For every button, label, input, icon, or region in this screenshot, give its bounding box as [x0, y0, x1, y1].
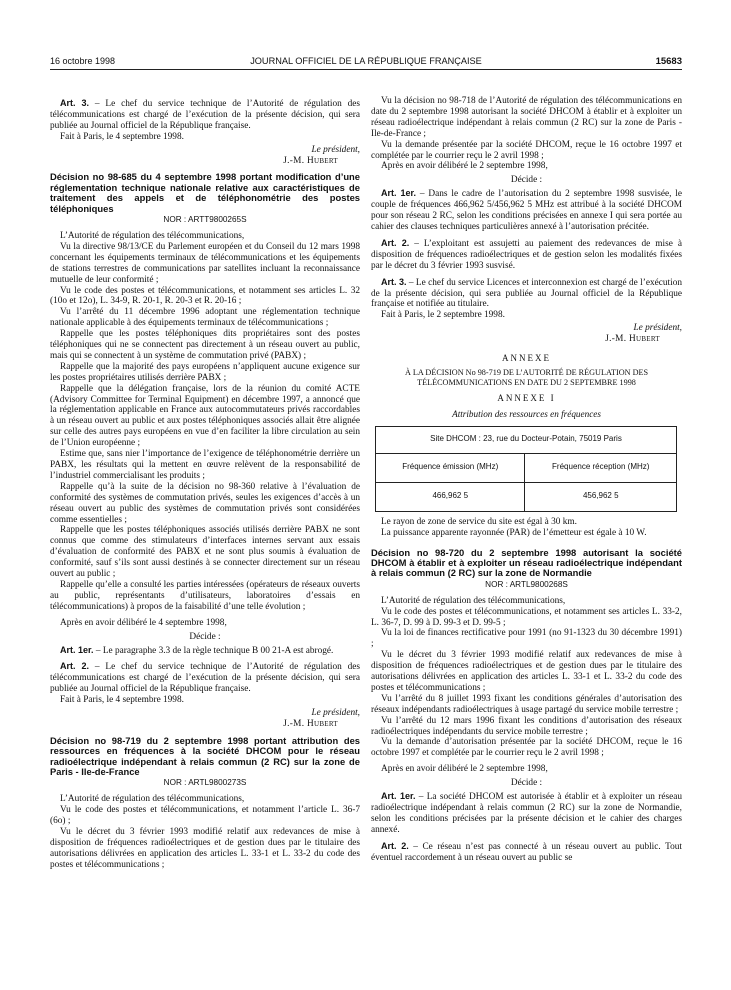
- article-text: – Dans le cadre de l’autorisation du 2 septembre 1998 susvisée, le couple de fréquences 466,962 5/456,962 5 MHz est attribué à la société DHCOM pour son réseau 2 RC, selon les conditions précisées en annexe I qui sera portée au cahier des clauses techniques particulières annexé à l’autorisation précitée.: [371, 189, 682, 232]
- frequency-table: [375, 426, 677, 512]
- puissance-text: La puissance apparente rayonnée (PAR) de l’émetteur est égale à 10 W.: [381, 527, 647, 538]
- annexe-1-heading: ANNEXE I: [497, 392, 556, 403]
- article-label: Art. 2.: [381, 237, 410, 248]
- signature-role: Le président,: [633, 323, 682, 334]
- header-date: 16 octobre 1998: [50, 56, 116, 66]
- article-2: [371, 238, 682, 272]
- page-header: [50, 56, 682, 70]
- decision-719-title: Décision no 98-719 du 2 septembre 1998 portant attribution des ressources en fréquences à la société DHCOM pour le réseau radioélectrique indépendant à relais commun (2 RC) sur la zone de Paris - Ile-de-France: [50, 734, 360, 778]
- signature-name: J.-M. Hubert: [605, 334, 660, 345]
- article-text: – Le chef du service technique de l’Autorité de régulation des télécommunications est chargé de l’exécution de la présente décision, qui sera publiée au Journal officiel de la République française.: [50, 99, 360, 131]
- article-label: Art. 1er.: [381, 791, 416, 802]
- signature-name: J.-M. Hubert: [283, 155, 338, 166]
- decision-685-title: Décision no 98-685 du 4 septembre 1998 portant modification d’une réglementation technique nationale relative aux caractéristiques de traitement des appels et de téléphonométrie des postes téléphoniques: [50, 171, 360, 214]
- paragraph: Vu la directive 98/13/CE du Parlement européen et du Conseil du 12 mars 1998 concernant les équipements terminaux de télécommunications et les équipements de stations terrestres de communications par satellites incluant la reconnaissance mutuelle de leur conformité ;: [50, 241, 360, 285]
- annexe-title: Attribution des ressources en fréquences: [452, 408, 601, 419]
- paragraph: Vu l’arrêté du 11 décembre 1996 adoptant une réglementation technique nationale applicable à des équipements terminaux de télécommunications ;: [50, 307, 360, 329]
- paragraph: Vu la décision no 98-718 de l’Autorité de régulation des télécommunications en date du 2 septembre 1998 autorisant la société DHCOM à établir et à exploiter un réseau radioélectrique indépendant à relais commun (2 RC) sur la zone de Paris - Ile-de-France ;: [371, 96, 682, 139]
- header-rule: [50, 69, 682, 70]
- signature-name: J.-M. Hubert: [283, 718, 338, 729]
- paragraph: Après en avoir délibéré le 2 septembre 1998,: [381, 764, 548, 775]
- article-text: – Le chef du service technique de l’Autorité de régulation des télécommunications est chargé de l’exécution de la présente décision, qui sera publiée au Journal officiel de la République française.: [50, 662, 360, 695]
- article-text: – L’exploitant est assujetti au paiement des redevances de mise à disposition de fréquences radioélectriques et de gestion selon les modalités fixées par le décret du 3 février 1993 susvisé.: [371, 238, 682, 271]
- decision-720-nor: NOR : ARTL9800268S: [485, 579, 568, 589]
- article-1: [50, 645, 360, 657]
- paragraph: Vu la loi de finances rectificative pour 1991 (no 91-1323 du 30 décembre 1991) ;: [371, 628, 682, 650]
- rayon-text: Le rayon de zone de service du site est égal à 30 km.: [381, 516, 577, 527]
- paragraph: Rappelle que les postes téléphoniques dits propriétaires sont des postes téléphoniques qui ne se connectent pas directement à un réseau ouvert au public, mais qui se connectent à un système de commutation privé (PABX) ;: [50, 329, 360, 361]
- decision-685-nor: NOR : ARTT9800265S: [163, 215, 247, 225]
- paragraph: Vu le décret du 3 février 1993 modifié relatif aux redevances de mise à disposition de fréquences radioélectriques et de gestion dues par le titulaire des autorisations délivrées en application des articles L. 33-1 et L. 33-2 du code des postes et télécommunications ;: [371, 650, 682, 693]
- article-label: Art. 1er.: [60, 644, 94, 655]
- paragraph: Vu la demande présentée par la société DHCOM, reçue le 16 octobre 1997 et complétée par le courrier reçu le 2 avril 1998 ;: [371, 139, 682, 161]
- article-text: – Le paragraphe 3.3 de la règle technique B 00 21-A est abrogé.: [93, 645, 334, 656]
- article-label: Art. 2.: [60, 661, 90, 672]
- paragraph: Vu l’arrêté du 12 mars 1996 fixant les conditions d’autorisation des réseaux radioélectriques indépendants du service mobile terrestre ;: [371, 715, 682, 737]
- table-header-emission: Fréquence émission (MHz): [376, 453, 525, 482]
- decide-label: Décide :: [510, 778, 543, 789]
- paragraph: L’Autorité de régulation des télécommunications,: [381, 595, 566, 606]
- table-cell-emission: 466,962 5: [376, 482, 525, 511]
- article-text: – La société DHCOM est autorisée à établir et à exploiter un réseau radioélectrique indépendant à relais commun (2 RC) sur la zone de Normandie, selon les conditions précisées par la présente décision et le cahier des charges annexé.: [371, 792, 682, 835]
- paragraph: Rappelle qu’à la suite de la décision no 98-360 relative à l’évaluation de conformité des systèmes de commutation privés, seules les exigences d’accès à un réseau ouvert au public des systèmes de commutation privés sont considérées comme essentielles ;: [50, 481, 360, 525]
- journal-title: JOURNAL OFFICIEL DE LA RÉPUBLIQUE FRANÇAISE: [250, 56, 482, 66]
- article-label: Art. 1er.: [381, 188, 417, 199]
- article-3: [371, 277, 682, 311]
- signature-role: Le président,: [311, 708, 360, 719]
- paragraph: Rappelle que la majorité des pays européens n’appliquent aucune exigence sur les postes propriétaires utilisés derrière PABX ;: [50, 361, 360, 383]
- paragraph: Vu le code des postes et télécommunications, et notamment ses articles L. 32 (10o et 12o), L. 34-9, R. 20-1, R. 20-3 et R. 20-16 ;: [50, 285, 360, 307]
- paragraph: Vu le code des postes et télécommunications, et notamment l’article L. 36-7 (6o) ;: [50, 805, 360, 827]
- left-column: [50, 98, 360, 871]
- article-label: Art. 2.: [381, 840, 409, 851]
- paragraph: Vu le décret du 3 février 1993 modifié relatif aux redevances de mise à disposition de fréquences radioélectriques et de gestion dues par le titulaire des autorisations délivrées en application des articles L. 33-1 et L. 33-2 du code des postes et télécommunications ;: [50, 827, 360, 870]
- paragraph: Vu le code des postes et télécommunications, et notamment ses articles L. 33-2, L. 36-7, D. 99 à D. 99-3 et D. 99-5 ;: [371, 606, 682, 628]
- paragraph: Rappelle qu’elle a consulté les parties intéressées (opérateurs de réseaux ouverts au public, représentants d’utilisateurs, laboratoires d’essais en télécommunications) à propos de la faisabilité d’une telle évolution ;: [50, 579, 360, 612]
- paragraph: Rappelle que la délégation française, lors de la réunion du comité ACTE (Advisory Committee for Terminal Equipment) en décembre 1997, a annoncé que la réglementation applicable en France aux autocommutateurs privés raccordables à un réseau ouvert au public et aux postes téléphoniques associés allait être alignée sur celle des autres pays européens en vue d’en faciliter la libre circulation au sein de l’Union européenne ;: [50, 383, 360, 449]
- fait-a-paris: Fait à Paris, le 4 septembre 1998.: [60, 131, 184, 142]
- decision-719-nor: NOR : ARTL9800273S: [163, 778, 247, 788]
- article-1: [371, 188, 682, 233]
- fait-a-paris: Fait à Paris, le 4 septembre 1998.: [60, 695, 184, 706]
- article-text: – Ce réseau n’est pas connecté à un réseau ouvert au public. Tout éventuel raccordement à un réseau ouvert au public se: [371, 841, 682, 863]
- annexe-subheading: À LA DÉCISION No 98-719 DE L’AUTORITÉ DE RÉGULATION DES TÉLÉCOMMUNICATIONS EN DATE DU 2 SEPTEMBRE 1998: [404, 367, 649, 387]
- paragraph: Vu la demande d’autorisation présentée par la société DHCOM, reçue le 16 octobre 1997 et complétée par le courrier reçu le 2 avril 1998 ;: [371, 737, 682, 759]
- right-column: [371, 96, 682, 864]
- decide-label: Décide :: [189, 631, 221, 642]
- table-cell-reception: 456,962 5: [525, 482, 677, 511]
- annexe-heading: ANNEXE: [502, 353, 551, 364]
- paragraph: Estime que, sans nier l’importance de l’exigence de téléphonométrie derrière un PABX, les résultats qui la mettent en œuvre relèvent de la responsabilité de l’industriel commercialisant les produits ;: [50, 449, 360, 481]
- article-2: [371, 841, 682, 864]
- decision-720-title: Décision no 98-720 du 2 septembre 1998 autorisant la société DHCOM à établir et à exploiter un réseau radioélectrique indépendant à relais commun (2 RC) sur la zone de Normandie: [371, 546, 682, 579]
- fait-a-paris: Fait à Paris, le 2 septembre 1998.: [381, 310, 505, 321]
- article-1: [371, 791, 682, 836]
- article-2: [50, 661, 360, 695]
- article-label: Art. 3.: [381, 276, 407, 287]
- table-site: Site DHCOM : 23, rue du Docteur-Potain, 75019 Paris: [376, 426, 677, 453]
- article-label: Art. 3.: [60, 98, 90, 108]
- paragraph: L’Autorité de régulation des télécommunications,: [60, 230, 245, 241]
- decision-685-body: [50, 231, 360, 629]
- article-text: – Le chef du service Licences et interconnexion est chargé de l’exécution de la présente décision, qui sera publiée au Journal officiel de la République française et notifiée au titulaire.: [371, 277, 682, 310]
- paragraph: Rappelle que les postes téléphoniques associés utilisés derrière PABX ne sont connus que comme des stimulateurs d’interfaces internes servant aux essais d’évaluation de conformité des PABX et ne sont plus soumis à évaluation de conformité, sauf s’ils sont aussi destinés à se connecter directement sur un réseau ouvert au public ;: [50, 525, 360, 580]
- table-header-reception: Fréquence réception (MHz): [525, 453, 677, 482]
- paragraph: Après en avoir délibéré le 4 septembre 1998,: [60, 617, 227, 628]
- page-number: 15683: [655, 56, 682, 67]
- decide-label: Décide :: [510, 175, 543, 186]
- paragraph: Vu l’arrêté du 8 juillet 1993 fixant les conditions générales d’autorisation des réseaux indépendants radioélectriques à usage partagé du service mobile terrestre ;: [371, 693, 682, 715]
- article-3-prev: [50, 98, 360, 132]
- signature-role: Le président,: [311, 144, 360, 155]
- paragraph: Après en avoir délibéré le 2 septembre 1998,: [381, 161, 548, 172]
- paragraph: L’Autorité de régulation des télécommunications,: [60, 794, 245, 805]
